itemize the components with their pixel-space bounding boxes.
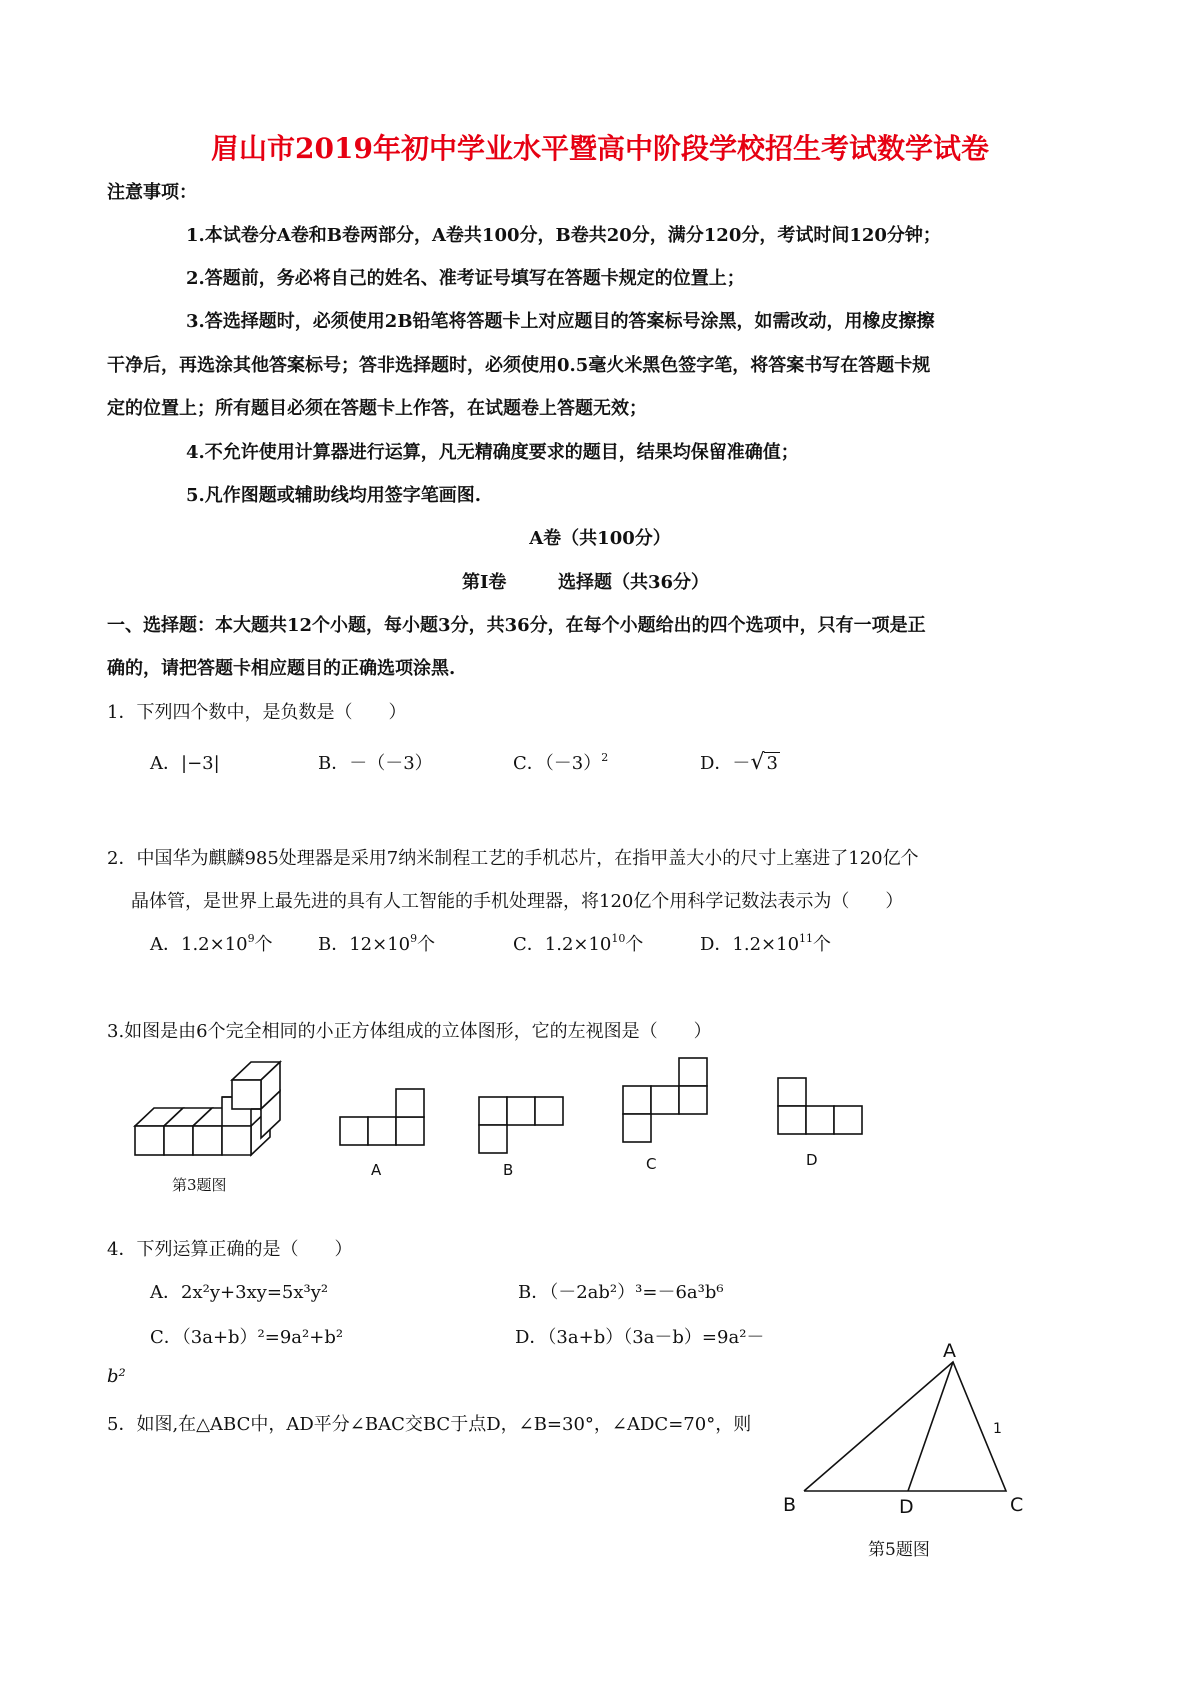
q1-option-a: A．|−3| [150,753,220,774]
q4-option-a: A．2x²y+3xy=5x³y² [150,1282,329,1303]
notice-heading: 注意事项： [107,182,197,203]
q4-option-d: D．（3a+b）（3a－b）=9a²－ [515,1327,765,1348]
q3-figure-caption: 第3题图 [172,1176,227,1194]
q5-figure-caption: 第5题图 [868,1540,930,1560]
q2-option-a: A．$1.2\times 10^9$个 [150,932,273,955]
instruction-line: 确的，请把答题卡相应题目的正确选项涂黑. [107,658,456,679]
q5-stem: 5．如图,在△ABC中，AD平分∠BAC交BC于点D，∠B=30°，∠ADC=70°，则 [107,1414,752,1435]
q4-stem: 4．下列运算正确的是（ ） [107,1239,353,1260]
q2-option-d: D．$1.2\times 10^{11}$个 [700,932,832,955]
notice-item: 干净后，再选涂其他答案标号；答非选择题时，必须使用0.5毫火米黑色签字笔，将答案书写在答题卡规 [107,355,931,376]
part1-title: 选择题（共36分） [558,572,710,593]
q1-option-c: C．$(-3)^2$ [513,751,609,774]
q3-option-b-label: B [503,1161,514,1179]
section-a-heading: A卷（共100分） [529,528,671,549]
page-title: 眉山市2019年初中学业水平暨高中阶段学校招生考试数学试卷 [211,132,989,165]
q1-stem: 1．下列四个数中，是负数是（ ） [107,702,407,723]
notice-item: 4.不允许使用计算器进行运算，凡无精确度要求的题目，结果均保留准确值； [186,442,799,463]
instruction-line: 一、选择题：本大题共12个小题，每小题3分，共36分，在每个小题给出的四个选项中，只有一项是正 [107,615,926,636]
q3-option-d-view [778,1078,868,1138]
q4-option-b: B．（－2ab²）³=－6a³b⁶ [518,1282,724,1303]
q4-option-c: C．（3a+b）²=9a²+b² [150,1327,344,1348]
part1-label: 第Ⅰ卷 [462,572,507,593]
q3-option-b-view [479,1097,569,1157]
q1-option-d: D．－√ 3 [700,750,778,775]
q1-option-b: B．－（－3） [318,753,433,774]
q3-option-a-label: A [371,1161,382,1179]
sqrt-symbol: √ [750,750,765,775]
q5-vertex-b: B [783,1494,797,1516]
notice-item: 2.答题前，务必将自己的姓名、准考证号填写在答题卡规定的位置上； [186,268,745,289]
q5-vertex-d: D [899,1496,914,1518]
q2-stem-line2: 晶体管，是世界上最先进的具有人工智能的手机处理器，将120亿个用科学记数法表示为（ ） [131,891,904,912]
q3-stem: 3.如图是由6个完全相同的小正方体组成的立体图形，它的左视图是（ ） [107,1021,712,1042]
q2-stem-line1: 2．中国华为麒麟985处理器是采用7纳米制程工艺的手机芯片，在指甲盖大小的尺寸上塞进了120亿个 [107,848,919,869]
q5-angle-label: 1 [993,1421,1002,1437]
q3-option-a-view [340,1089,430,1149]
q2-option-c: C．$1.2\times 10^{10}$个 [513,932,644,955]
q5-vertex-c: C [1010,1494,1024,1516]
q3-option-d-label: D [806,1151,818,1169]
q4-option-d-tail: b² [107,1366,126,1387]
q5-vertex-a: A [943,1340,956,1362]
q3-solid-figure [130,1065,290,1160]
q3-option-c-label: C [646,1155,657,1173]
notice-item: 定的位置上；所有题目必须在答题卡上作答，在试题卷上答题无效； [107,398,647,419]
notice-item: 3.答选择题时，必须使用2B铅笔将答题卡上对应题目的答案标号涂黑，如需改动，用橡皮擦擦 [186,311,935,332]
notice-item: 5.凡作图题或辅助线均用签字笔画图. [186,485,482,506]
notice-item: 1.本试卷分A卷和B卷两部分，A卷共100分，B卷共20分，满分120分，考试时间120分钟； [186,225,941,246]
q2-option-b: B．$12\times 10^9$个 [318,932,436,955]
q3-option-c-view [623,1058,713,1148]
